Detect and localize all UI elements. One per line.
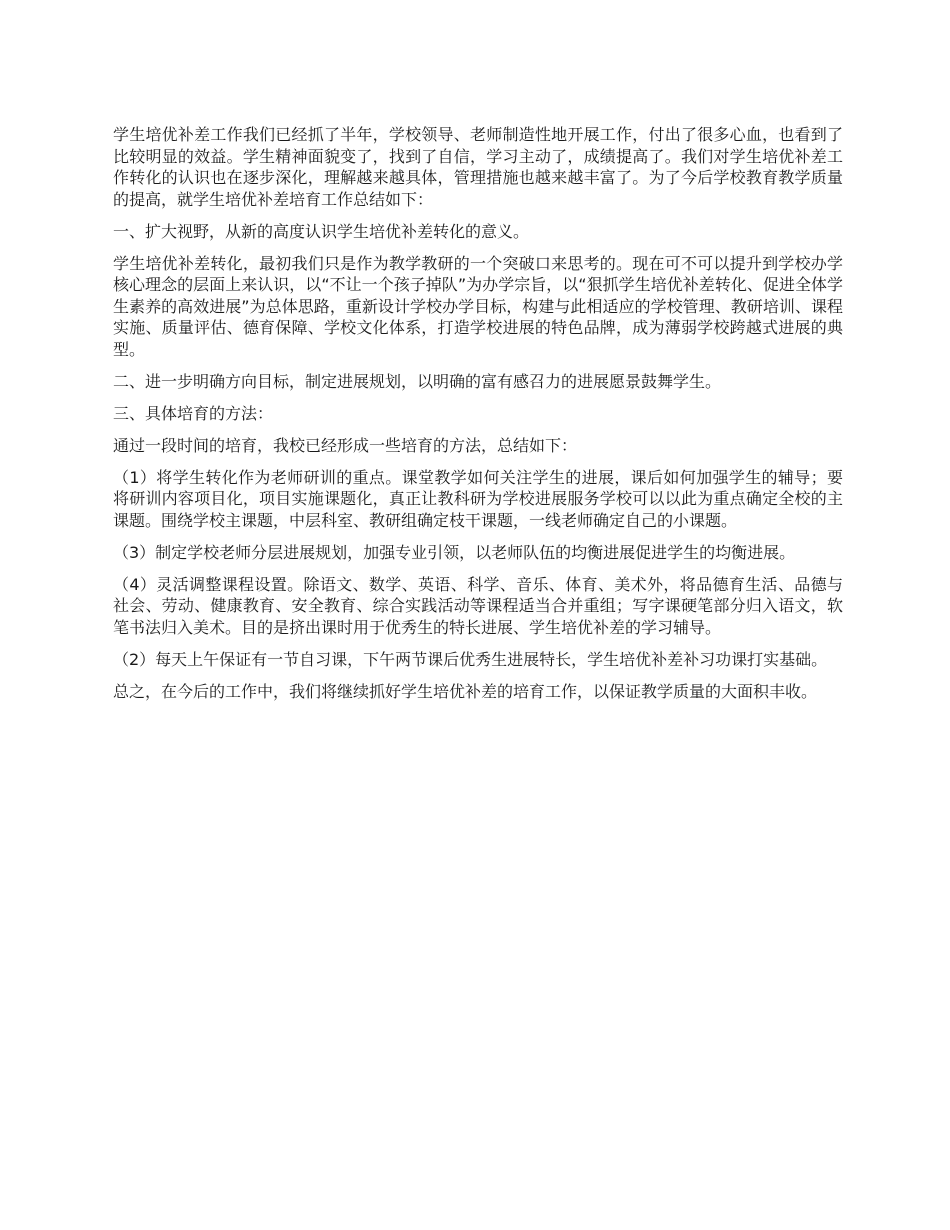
method-item-1: （1）将学生转化作为老师研训的重点。课堂教学如何关注学生的进展，课后如何加强学生的辅导；要将研训内容项目化，项目实施课题化，真正让教科研为学校进展服务学校可以以此为重点确定全校的主课题。围绕学校主课题，中层科室、教研组确定枝干课题，一线老师确定自己的小课题。 — [113, 467, 843, 530]
document-page — [113, 124, 843, 713]
method-item-4: （4）灵活调整课程设置。除语文、数学、英语、科学、音乐、体育、美术外，将品德育生活、品德与社会、劳动、健康教育、安全教育、综合实践活动等课程适当合并重组；写字课硬笔部分归入语文，软笔书法归入美术。目的是挤出课时用于优秀生的特长进展、学生培优补差的学习辅导。 — [113, 574, 843, 637]
section-1-heading: 一、扩大视野，从新的高度认识学生培优补差转化的意义。 — [113, 221, 530, 241]
conclusion-paragraph: 总之，在今后的工作中，我们将继续抓好学生培优补差的培育工作，以保证教学质量的大面积丰收。 — [113, 681, 818, 701]
method-item-3: （3）制定学校老师分层进展规划，加强专业引领，以老师队伍的均衡进展促进学生的均衡进展。 — [113, 542, 796, 562]
section-2-heading: 二、进一步明确方向目标，制定进展规划，以明确的富有感召力的进展愿景鼓舞学生。 — [113, 371, 722, 391]
intro-paragraph: 学生培优补差工作我们已经抓了半年，学校领导、老师制造性地开展工作，付出了很多心血，也看到了比较明显的效益。学生精神面貌变了，找到了自信，学习主动了，成绩提高了。我们对学生培优补差工作转化的认识也在逐步深化，理解越来越具体，管理措施也越来越丰富了。为了今后学校教育教学质量的提高，就学生培优补差培育工作总结如下： — [113, 125, 843, 209]
section-1-body: 学生培优补差转化，最初我们只是作为教学教研的一个突破口来思考的。现在可不可以提升到学校办学核心理念的层面上来认识，以“不让一个孩子掉队”为办学宗旨，以“狠抓学生培优补差转化、促进全体学生素养的高效进展”为总体思路，重新设计学校办学目标，构建与此相适应的学校管理、教研培训、课程实施、质量评估、德育保障、学校文化体系，打造学校进展的特色品牌，成为薄弱学校跨越式进展的典型。 — [113, 253, 843, 359]
section-3-intro: 通过一段时间的培育，我校已经形成一些培育的方法，总结如下： — [113, 435, 578, 455]
method-item-2: （2）每天上午保证有一节自习课，下午两节课后优秀生进展特长，学生培优补差补习功课打实基础。 — [113, 649, 828, 669]
section-3-heading: 三、具体培育的方法： — [113, 403, 274, 423]
